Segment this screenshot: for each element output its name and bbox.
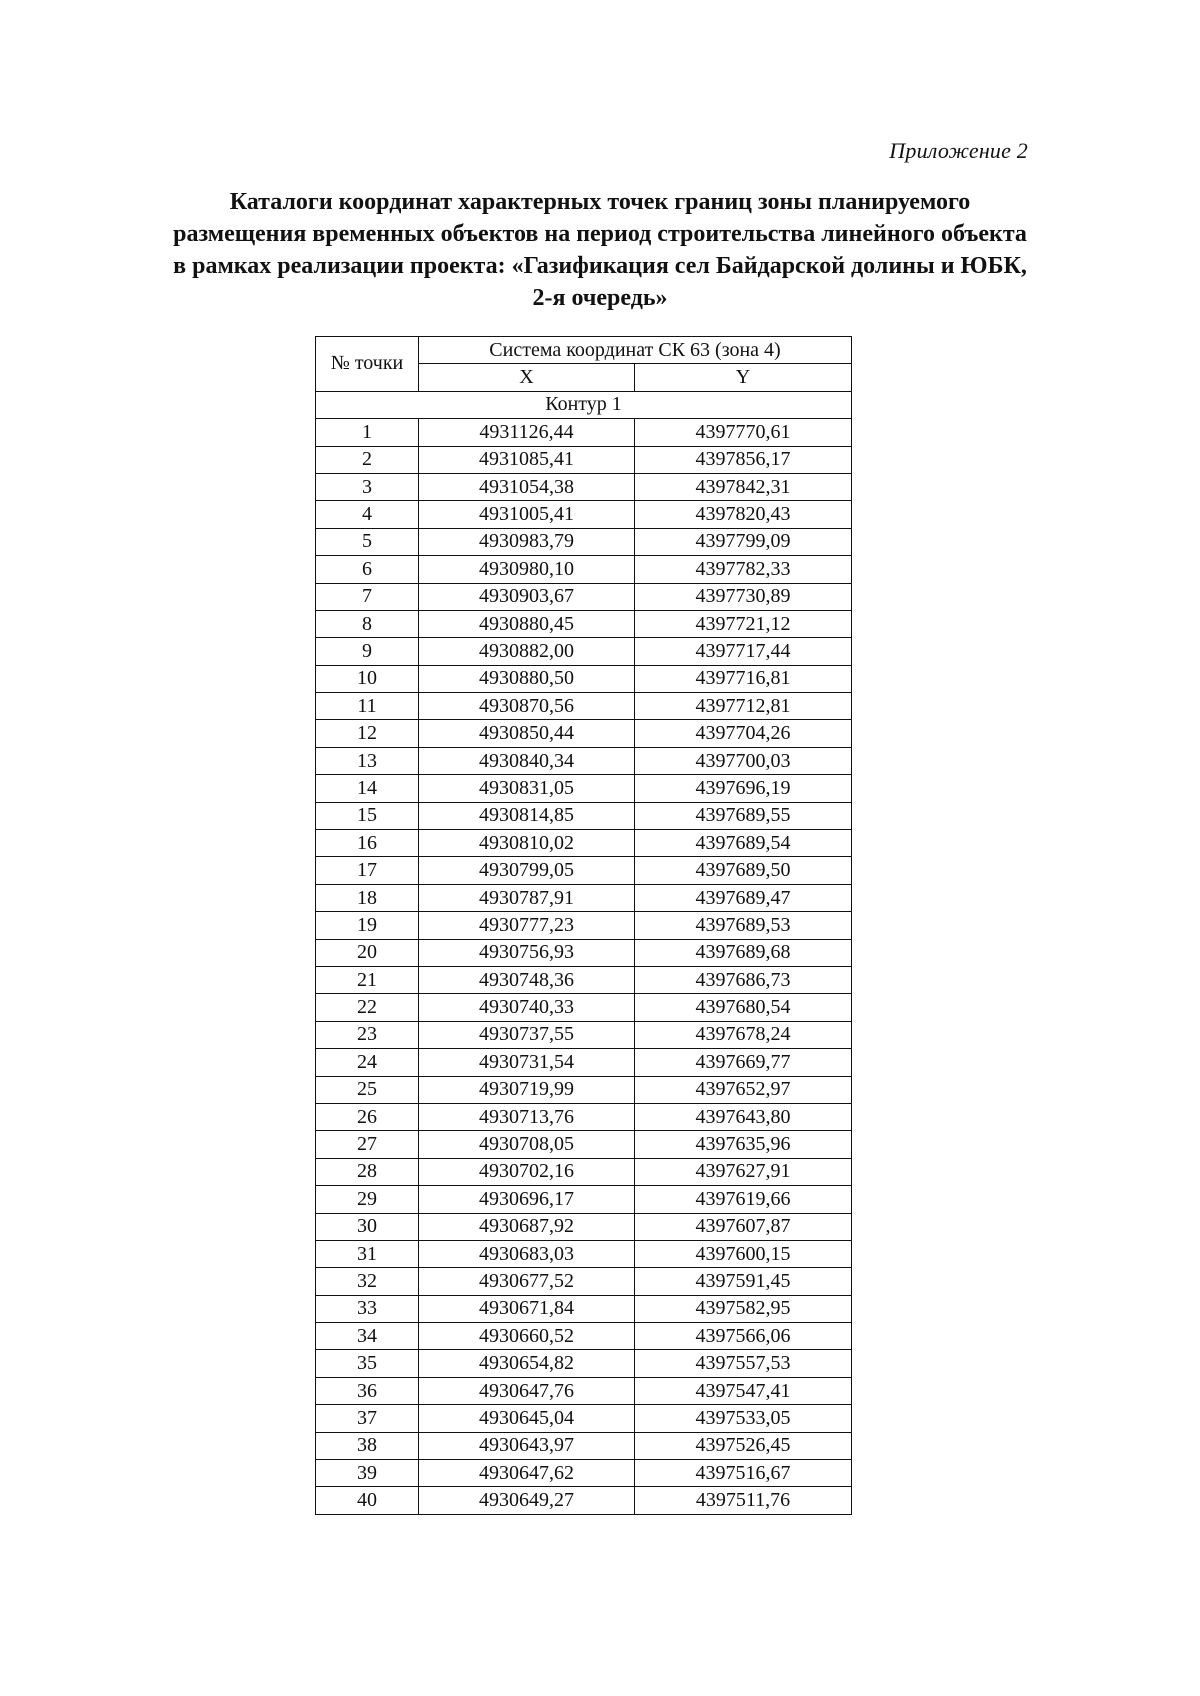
y-coordinate-cell: 4397526,45	[635, 1432, 852, 1459]
y-coordinate-cell: 4397689,47	[635, 884, 852, 911]
y-coordinate-cell: 4397770,61	[635, 419, 852, 446]
y-coordinate-cell: 4397856,17	[635, 446, 852, 473]
point-number-cell: 29	[316, 1186, 419, 1213]
point-number-cell: 8	[316, 610, 419, 637]
x-coordinate-cell: 4930882,00	[419, 638, 635, 665]
y-coordinate-cell: 4397643,80	[635, 1103, 852, 1130]
y-coordinate-cell: 4397686,73	[635, 966, 852, 993]
table-body	[316, 391, 852, 1514]
y-coordinate-cell: 4397511,76	[635, 1487, 852, 1514]
point-number-cell: 13	[316, 747, 419, 774]
table-row	[316, 1295, 852, 1322]
x-coordinate-cell: 4930787,91	[419, 884, 635, 911]
table-row	[316, 583, 852, 610]
point-number-cell: 24	[316, 1049, 419, 1076]
table-row	[316, 1350, 852, 1377]
y-coordinate-cell: 4397689,55	[635, 802, 852, 829]
x-coordinate-cell: 4930713,76	[419, 1103, 635, 1130]
y-coordinate-cell: 4397652,97	[635, 1076, 852, 1103]
x-coordinate-cell: 4930654,82	[419, 1350, 635, 1377]
y-coordinate-cell: 4397557,53	[635, 1350, 852, 1377]
table-row	[316, 884, 852, 911]
point-number-cell: 31	[316, 1240, 419, 1267]
table-row	[316, 994, 852, 1021]
y-coordinate-cell: 4397689,53	[635, 912, 852, 939]
table-row	[316, 1076, 852, 1103]
x-coordinate-cell: 4930756,93	[419, 939, 635, 966]
document-title	[100, 186, 1100, 314]
point-number-cell: 28	[316, 1158, 419, 1185]
x-coordinate-cell: 4930799,05	[419, 857, 635, 884]
point-number-cell: 25	[316, 1076, 419, 1103]
table-row	[316, 966, 852, 993]
point-number-cell: 9	[316, 638, 419, 665]
y-coordinate-cell: 4397689,50	[635, 857, 852, 884]
x-coordinate-cell: 4930870,56	[419, 693, 635, 720]
x-coordinate-cell: 4930649,27	[419, 1487, 635, 1514]
table-row	[316, 1377, 852, 1404]
coordinate-system-header: Система координат СК 63 (зона 4)	[419, 337, 852, 364]
table-row	[316, 446, 852, 473]
y-coordinate-cell: 4397566,06	[635, 1323, 852, 1350]
table-row	[316, 665, 852, 692]
x-coordinate-cell: 4930647,76	[419, 1377, 635, 1404]
title-line: в рамках реализации проекта: «Газификация сел Байдарской долины и ЮБК,	[173, 253, 1027, 279]
point-number-cell: 12	[316, 720, 419, 747]
y-coordinate-cell: 4397782,33	[635, 556, 852, 583]
y-coordinate-cell: 4397799,09	[635, 528, 852, 555]
x-coordinate-cell: 4930814,85	[419, 802, 635, 829]
x-coordinate-cell: 4930687,92	[419, 1213, 635, 1240]
point-number-cell: 20	[316, 939, 419, 966]
point-number-cell: 14	[316, 775, 419, 802]
table-row	[316, 1268, 852, 1295]
point-number-cell: 7	[316, 583, 419, 610]
point-number-cell: 6	[316, 556, 419, 583]
table-row	[316, 1021, 852, 1048]
point-number-cell: 27	[316, 1131, 419, 1158]
x-coordinate-cell: 4930643,97	[419, 1432, 635, 1459]
y-coordinate-cell: 4397516,67	[635, 1460, 852, 1487]
point-number-cell: 11	[316, 693, 419, 720]
title-line: 2-я очередь»	[532, 285, 668, 311]
x-coordinate-cell: 4930850,44	[419, 720, 635, 747]
y-coordinate-cell: 4397712,81	[635, 693, 852, 720]
x-coordinate-cell: 4930810,02	[419, 830, 635, 857]
table-row	[316, 747, 852, 774]
point-number-cell: 5	[316, 528, 419, 555]
table-header	[316, 337, 852, 392]
table-row	[316, 1158, 852, 1185]
y-coordinate-cell: 4397700,03	[635, 747, 852, 774]
point-number-cell: 17	[316, 857, 419, 884]
y-coordinate-cell: 4397591,45	[635, 1268, 852, 1295]
y-coordinate-cell: 4397820,43	[635, 501, 852, 528]
point-number-cell: 23	[316, 1021, 419, 1048]
point-number-cell: 4	[316, 501, 419, 528]
contour-label: Контур 1	[316, 391, 852, 418]
table-row	[316, 528, 852, 555]
x-coordinate-cell: 4930708,05	[419, 1131, 635, 1158]
point-number-cell: 38	[316, 1432, 419, 1459]
table-row	[316, 473, 852, 500]
y-coordinate-cell: 4397730,89	[635, 583, 852, 610]
point-number-cell: 18	[316, 884, 419, 911]
table-row	[316, 1131, 852, 1158]
y-coordinate-cell: 4397582,95	[635, 1295, 852, 1322]
point-number-cell: 1	[316, 419, 419, 446]
y-coordinate-cell: 4397635,96	[635, 1131, 852, 1158]
coordinates-table	[315, 336, 852, 1515]
x-coordinate-cell: 4930696,17	[419, 1186, 635, 1213]
point-number-cell: 15	[316, 802, 419, 829]
point-number-cell: 35	[316, 1350, 419, 1377]
x-coordinate-cell: 4930677,52	[419, 1268, 635, 1295]
x-coordinate-cell: 4930647,62	[419, 1460, 635, 1487]
y-coordinate-cell: 4397680,54	[635, 994, 852, 1021]
point-number-header: № точки	[316, 337, 419, 392]
table-row	[316, 501, 852, 528]
y-coordinate-cell: 4397689,54	[635, 830, 852, 857]
table-row	[316, 1186, 852, 1213]
table-row	[316, 1103, 852, 1130]
x-coordinate-cell: 4930660,52	[419, 1323, 635, 1350]
table-row	[316, 1049, 852, 1076]
y-coordinate-cell: 4397678,24	[635, 1021, 852, 1048]
x-coordinate-cell: 4930840,34	[419, 747, 635, 774]
y-coordinate-cell: 4397696,19	[635, 775, 852, 802]
x-coordinate-cell: 4930880,50	[419, 665, 635, 692]
x-column-header: X	[419, 364, 635, 391]
x-coordinate-cell: 4930737,55	[419, 1021, 635, 1048]
table-row	[316, 638, 852, 665]
point-number-cell: 26	[316, 1103, 419, 1130]
table-row	[316, 1487, 852, 1514]
x-coordinate-cell: 4930777,23	[419, 912, 635, 939]
x-coordinate-cell: 4931126,44	[419, 419, 635, 446]
x-coordinate-cell: 4930702,16	[419, 1158, 635, 1185]
y-coordinate-cell: 4397689,68	[635, 939, 852, 966]
x-coordinate-cell: 4930980,10	[419, 556, 635, 583]
x-coordinate-cell: 4931054,38	[419, 473, 635, 500]
x-coordinate-cell: 4931005,41	[419, 501, 635, 528]
table-row	[316, 610, 852, 637]
table-row	[316, 419, 852, 446]
table-row	[316, 1240, 852, 1267]
point-number-cell: 39	[316, 1460, 419, 1487]
point-number-cell: 30	[316, 1213, 419, 1240]
table-row	[316, 1432, 852, 1459]
y-coordinate-cell: 4397607,87	[635, 1213, 852, 1240]
x-coordinate-cell: 4930748,36	[419, 966, 635, 993]
y-coordinate-cell: 4397716,81	[635, 665, 852, 692]
point-number-cell: 3	[316, 473, 419, 500]
point-number-cell: 19	[316, 912, 419, 939]
x-coordinate-cell: 4930731,54	[419, 1049, 635, 1076]
table-row	[316, 912, 852, 939]
x-coordinate-cell: 4930903,67	[419, 583, 635, 610]
x-coordinate-cell: 4931085,41	[419, 446, 635, 473]
y-coordinate-cell: 4397619,66	[635, 1186, 852, 1213]
y-coordinate-cell: 4397533,05	[635, 1405, 852, 1432]
table-row	[316, 693, 852, 720]
y-column-header: Y	[635, 364, 852, 391]
table-row	[316, 939, 852, 966]
table-row	[316, 775, 852, 802]
x-coordinate-cell: 4930683,03	[419, 1240, 635, 1267]
point-number-cell: 22	[316, 994, 419, 1021]
point-number-cell: 34	[316, 1323, 419, 1350]
y-coordinate-cell: 4397721,12	[635, 610, 852, 637]
table-row	[316, 1405, 852, 1432]
point-number-cell: 16	[316, 830, 419, 857]
y-coordinate-cell: 4397627,91	[635, 1158, 852, 1185]
point-number-cell: 37	[316, 1405, 419, 1432]
x-coordinate-cell: 4930671,84	[419, 1295, 635, 1322]
table-row	[316, 1460, 852, 1487]
x-coordinate-cell: 4930740,33	[419, 994, 635, 1021]
table-row	[316, 802, 852, 829]
x-coordinate-cell: 4930983,79	[419, 528, 635, 555]
table-row	[316, 720, 852, 747]
y-coordinate-cell: 4397669,77	[635, 1049, 852, 1076]
point-number-cell: 40	[316, 1487, 419, 1514]
point-number-cell: 10	[316, 665, 419, 692]
table-row	[316, 556, 852, 583]
appendix-label: Приложение 2	[889, 138, 1028, 163]
point-number-cell: 21	[316, 966, 419, 993]
point-number-cell: 36	[316, 1377, 419, 1404]
x-coordinate-cell: 4930645,04	[419, 1405, 635, 1432]
title-line: размещения временных объектов на период строительства линейного объекта	[173, 221, 1027, 247]
x-coordinate-cell: 4930880,45	[419, 610, 635, 637]
y-coordinate-cell: 4397600,15	[635, 1240, 852, 1267]
table-row	[316, 857, 852, 884]
point-number-cell: 2	[316, 446, 419, 473]
x-coordinate-cell: 4930831,05	[419, 775, 635, 802]
y-coordinate-cell: 4397842,31	[635, 473, 852, 500]
x-coordinate-cell: 4930719,99	[419, 1076, 635, 1103]
table-row	[316, 1323, 852, 1350]
title-line: Каталоги координат характерных точек границ зоны планируемого	[229, 189, 971, 215]
point-number-cell: 32	[316, 1268, 419, 1295]
table-row	[316, 830, 852, 857]
y-coordinate-cell: 4397547,41	[635, 1377, 852, 1404]
y-coordinate-cell: 4397704,26	[635, 720, 852, 747]
y-coordinate-cell: 4397717,44	[635, 638, 852, 665]
table-row	[316, 1213, 852, 1240]
point-number-cell: 33	[316, 1295, 419, 1322]
